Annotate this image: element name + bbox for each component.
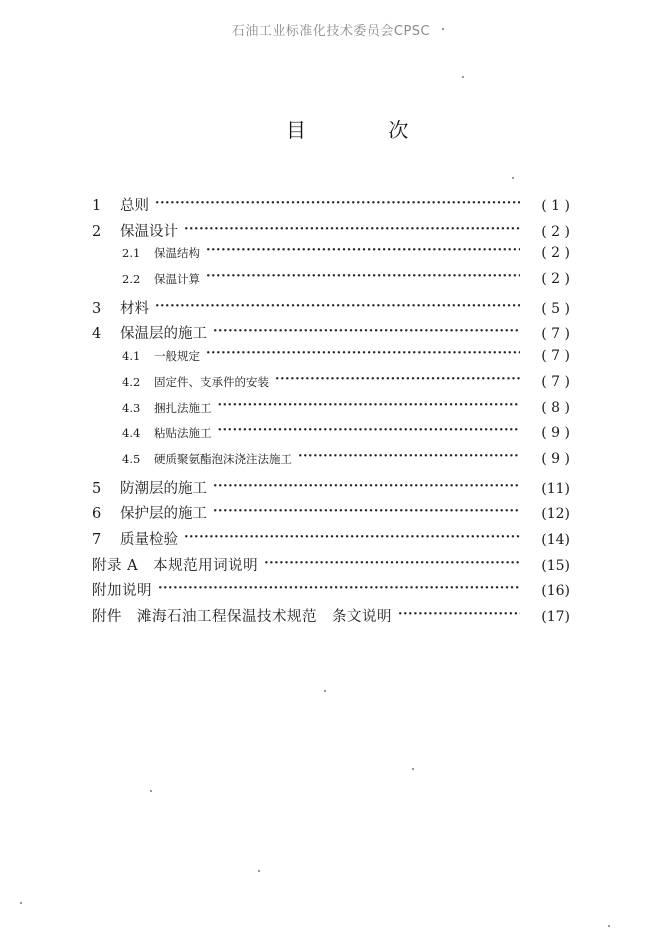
dot-leader bbox=[213, 478, 520, 493]
dot-leader bbox=[155, 196, 520, 211]
toc-label: 防潮层的施工 bbox=[120, 480, 207, 497]
scan-speck bbox=[442, 28, 444, 30]
toc-page: (12) bbox=[541, 506, 570, 523]
scan-speck bbox=[258, 870, 260, 872]
toc-label: 材料 bbox=[120, 300, 149, 317]
scan-speck bbox=[512, 177, 514, 179]
toc-entry-additional-notes[interactable] bbox=[92, 579, 570, 605]
dot-leader bbox=[398, 607, 520, 622]
dot-leader bbox=[264, 555, 520, 570]
toc-label: 附录 A 本规范用词说明 bbox=[92, 557, 259, 574]
toc-number: 2.2 bbox=[122, 272, 141, 287]
scan-speck bbox=[608, 925, 610, 927]
toc-number: 4.4 bbox=[122, 426, 141, 441]
dot-leader bbox=[213, 324, 520, 339]
dot-leader bbox=[213, 504, 520, 519]
toc-label: 附件 滩海石油工程保温技术规范 条文说明 bbox=[92, 609, 392, 625]
toc-label: 硬质聚氨酯泡沫浇注法施工 bbox=[154, 451, 292, 466]
toc-label: 固定件、支承件的安装 bbox=[154, 374, 269, 389]
scan-speck bbox=[462, 76, 464, 78]
toc-page: ( 7 ) bbox=[541, 326, 570, 343]
toc-page: ( 2 ) bbox=[541, 223, 570, 240]
dot-leader bbox=[158, 581, 520, 596]
toc-page: ( 2 ) bbox=[541, 271, 570, 288]
toc-label: 质量检验 bbox=[120, 531, 178, 548]
toc-page: (11) bbox=[541, 480, 570, 497]
toc-number: 4.5 bbox=[122, 451, 141, 466]
toc-entry-3[interactable] bbox=[92, 297, 570, 323]
toc-label: 粘贴法施工 bbox=[154, 426, 212, 441]
toc-page: ( 7 ) bbox=[541, 373, 570, 390]
scan-speck bbox=[150, 790, 152, 792]
toc-number: 6 bbox=[92, 506, 102, 523]
dot-leader bbox=[184, 529, 520, 544]
toc-number: 4 bbox=[92, 326, 102, 343]
toc-entry-2-1[interactable] bbox=[92, 245, 570, 271]
toc-page: ( 9 ) bbox=[541, 450, 570, 467]
dot-leader bbox=[298, 451, 520, 463]
toc-number: 7 bbox=[92, 531, 102, 548]
toc-page: ( 8 ) bbox=[541, 399, 570, 416]
scan-speck bbox=[412, 768, 414, 770]
toc-entry-4-2[interactable] bbox=[92, 374, 570, 400]
toc-label: 一般规定 bbox=[154, 349, 200, 364]
toc-label: 保温设计 bbox=[120, 223, 178, 240]
dot-leader bbox=[155, 298, 520, 313]
toc-number: 4.2 bbox=[122, 374, 141, 389]
dot-leader bbox=[218, 400, 521, 412]
toc-number: 4.3 bbox=[122, 400, 141, 415]
toc-entry-appendix-a[interactable] bbox=[92, 554, 570, 580]
toc-entry-4[interactable] bbox=[92, 322, 570, 348]
toc-label: 保温层的施工 bbox=[120, 326, 207, 343]
dot-leader bbox=[275, 374, 520, 386]
toc-entry-4-1[interactable] bbox=[92, 348, 570, 374]
toc-entry-attachment[interactable] bbox=[92, 605, 570, 631]
toc-entry-6[interactable] bbox=[92, 502, 570, 528]
toc-number: 2 bbox=[92, 223, 102, 240]
toc-page: (16) bbox=[541, 583, 570, 600]
toc-number: 2.1 bbox=[122, 246, 141, 261]
toc-entry-4-5[interactable] bbox=[92, 451, 570, 477]
toc-label: 总则 bbox=[120, 198, 149, 214]
toc-entry-4-4[interactable] bbox=[92, 425, 570, 451]
dot-leader bbox=[184, 221, 520, 236]
toc-page: ( 1 ) bbox=[541, 198, 570, 214]
toc-entry-1[interactable] bbox=[92, 194, 570, 220]
watermark-header: 石油工业标准化技术委员会CPSC bbox=[231, 24, 431, 39]
toc-entry-2-2[interactable] bbox=[92, 271, 570, 297]
scan-speck bbox=[324, 690, 326, 692]
toc-page: ( 5 ) bbox=[541, 300, 570, 317]
toc-label: 捆扎法施工 bbox=[154, 400, 212, 415]
dot-leader bbox=[206, 349, 520, 361]
scan-speck bbox=[20, 902, 22, 904]
toc-entry-2[interactable] bbox=[92, 220, 570, 246]
toc-number: 5 bbox=[92, 480, 102, 497]
toc-label: 保护层的施工 bbox=[120, 506, 207, 523]
toc-label: 保温计算 bbox=[154, 272, 200, 287]
toc-entry-5[interactable] bbox=[92, 477, 570, 503]
toc-entry-4-3[interactable] bbox=[92, 400, 570, 426]
toc-label: 保温结构 bbox=[154, 246, 200, 261]
dot-leader bbox=[218, 426, 521, 438]
dot-leader bbox=[206, 246, 520, 258]
table-of-contents bbox=[92, 194, 570, 631]
toc-page: ( 2 ) bbox=[541, 245, 570, 262]
page-title: 目 次 bbox=[286, 118, 447, 142]
dot-leader bbox=[206, 272, 520, 284]
toc-page: (15) bbox=[541, 557, 570, 574]
toc-page: ( 7 ) bbox=[541, 348, 570, 365]
toc-page: (14) bbox=[541, 531, 570, 548]
toc-page: ( 9 ) bbox=[541, 425, 570, 442]
toc-page: (17) bbox=[541, 609, 570, 625]
toc-entry-7[interactable] bbox=[92, 528, 570, 554]
toc-label: 附加说明 bbox=[92, 583, 152, 600]
toc-number: 4.1 bbox=[122, 349, 141, 364]
toc-number: 3 bbox=[92, 300, 102, 317]
toc-number: 1 bbox=[92, 198, 102, 214]
